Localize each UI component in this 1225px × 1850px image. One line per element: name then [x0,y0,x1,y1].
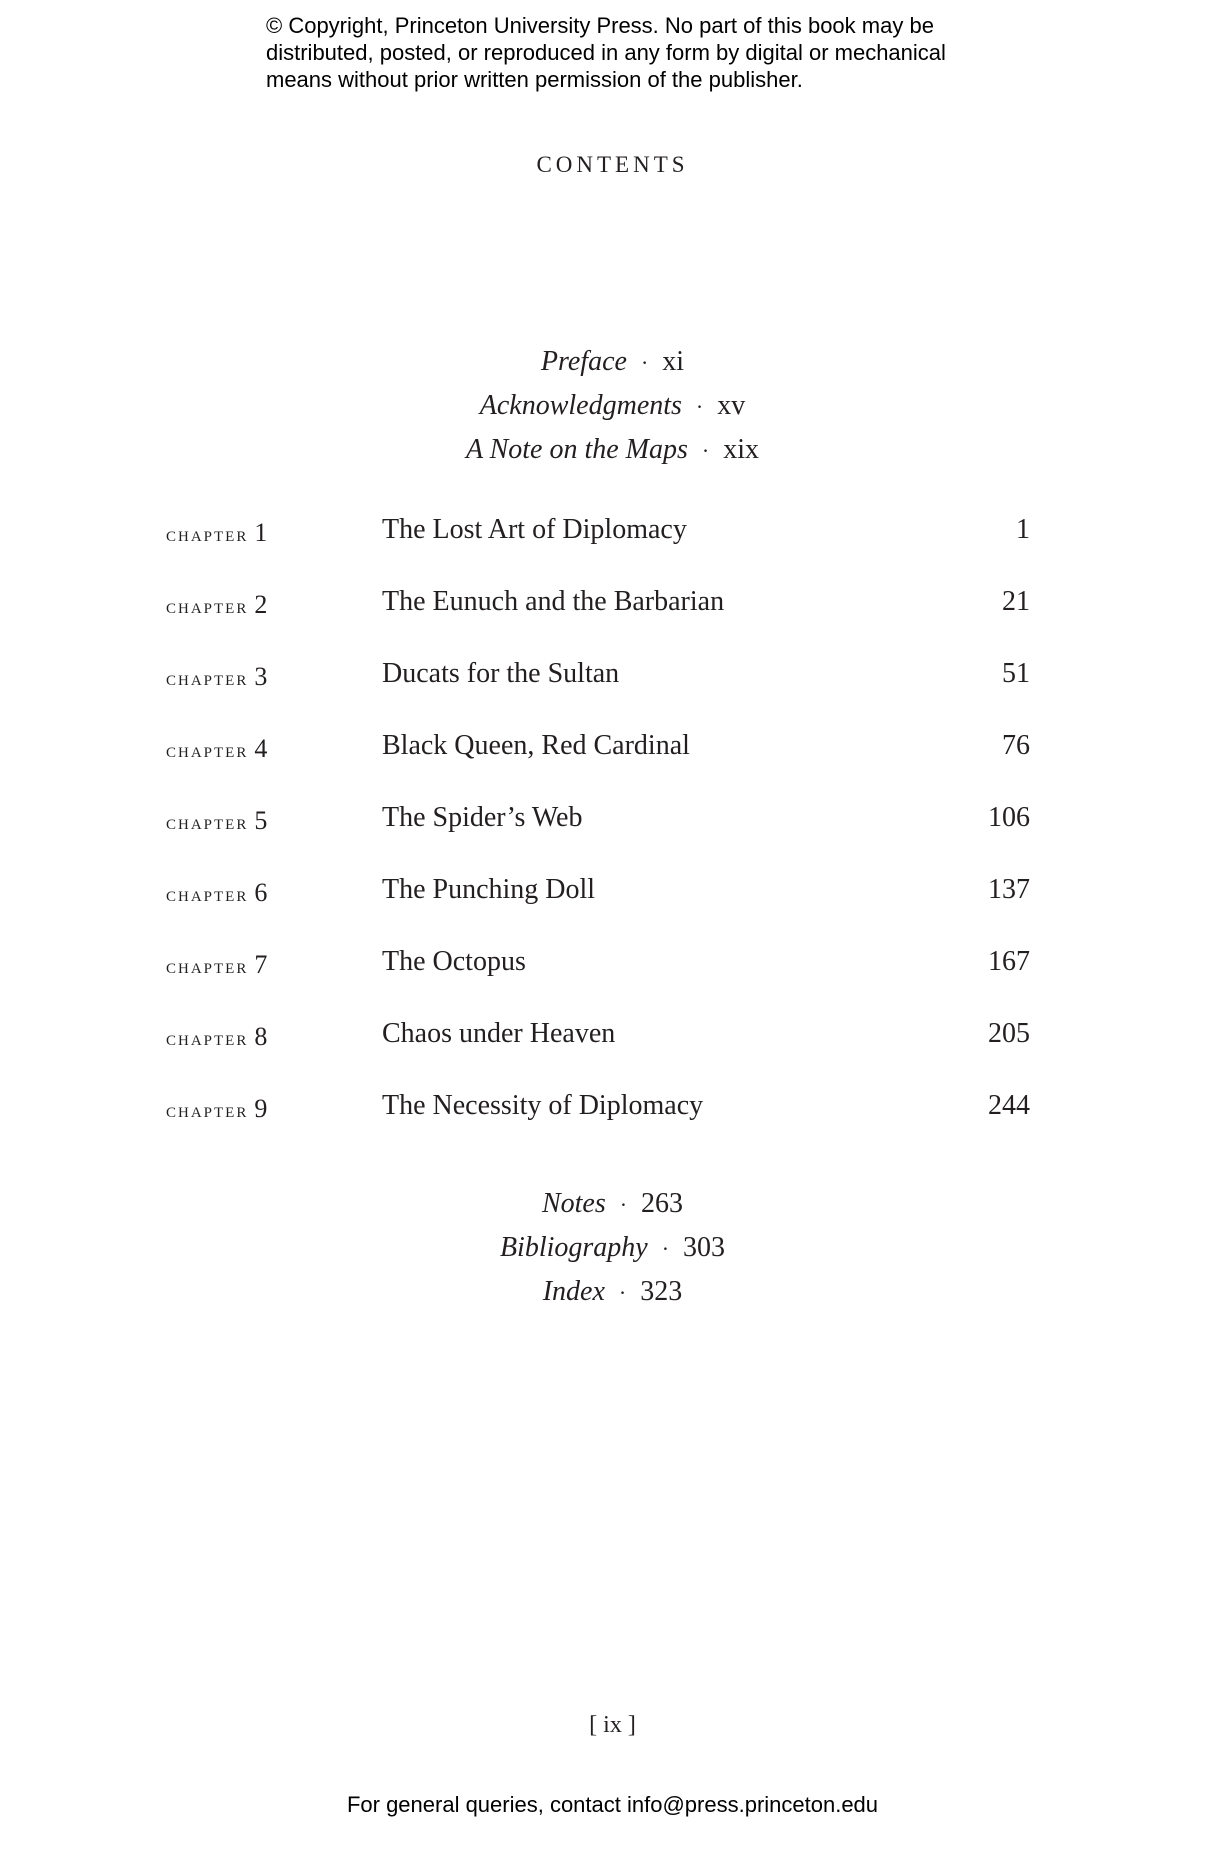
chapter-row [0,652,1225,724]
chapter-page: 167 [988,946,1030,977]
chapter-row [0,508,1225,580]
front-matter-title: A Note on the Maps [465,434,688,465]
chapter-number: 5 [254,806,270,835]
chapter-number: 2 [254,590,270,619]
chapter-title: The Punching Doll [382,874,596,905]
chapter-word: chapter [166,881,249,906]
front-matter-title: Preface [540,346,627,377]
chapter-list [0,508,1225,1156]
chapter-row [0,940,1225,1012]
chapter-label [166,950,269,980]
back-matter-page: 303 [683,1232,726,1263]
chapter-number: 6 [254,878,270,907]
back-matter-item [0,1182,1225,1226]
chapter-label [166,1022,269,1052]
chapter-page: 1 [1016,514,1030,545]
front-matter-item [0,384,1225,428]
chapter-title: The Eunuch and the Barbarian [382,586,725,617]
chapter-title: The Octopus [382,946,526,977]
chapter-label [166,518,269,548]
back-matter-title: Bibliography [499,1232,648,1263]
chapter-row [0,868,1225,940]
chapter-row [0,1084,1225,1156]
chapter-label [166,1094,269,1124]
chapter-page: 106 [988,802,1030,833]
separator-dot: · [619,1192,628,1217]
chapter-number: 8 [254,1022,270,1051]
chapter-number: 9 [254,1094,270,1123]
front-matter-item [0,428,1225,472]
chapter-page: 244 [988,1090,1030,1121]
chapter-label [166,590,269,620]
chapter-word: chapter [166,593,249,618]
chapter-word: chapter [166,521,249,546]
chapter-title: The Spider’s Web [382,802,583,833]
chapter-title: Ducats for the Sultan [382,658,620,689]
page-title: CONTENTS [536,152,689,177]
front-matter-page: xi [662,346,685,377]
front-matter-page: xv [717,390,746,421]
chapter-number: 7 [254,950,270,979]
front-matter-page: xix [723,434,760,465]
back-matter-item [0,1226,1225,1270]
chapter-label [166,806,269,836]
front-matter-list [0,340,1225,472]
page-folio: [ ix ] [589,1712,636,1738]
chapter-word: chapter [166,809,249,834]
front-matter-title: Acknowledgments [479,390,682,421]
chapter-page: 51 [1002,658,1030,689]
chapter-row [0,580,1225,652]
chapter-label [166,734,269,764]
chapter-label [166,662,269,692]
chapter-page: 76 [1002,730,1030,761]
chapter-word: chapter [166,737,249,762]
back-matter-list [0,1182,1225,1314]
separator-dot: · [701,438,710,463]
back-matter-title: Index [542,1276,605,1307]
separator-dot: · [661,1236,670,1261]
chapter-title: Chaos under Heaven [382,1018,616,1049]
chapter-title: The Lost Art of Diplomacy [382,514,687,545]
footer-contact: For general queries, contact info@press.princeton.edu [346,1792,879,1817]
back-matter-item [0,1270,1225,1314]
chapter-number: 4 [254,734,270,763]
chapter-title: Black Queen, Red Cardinal [382,730,690,761]
separator-dot: · [618,1280,627,1305]
chapter-number: 1 [254,518,270,547]
separator-dot: · [640,350,649,375]
chapter-number: 3 [254,662,270,691]
back-matter-page: 263 [641,1188,684,1219]
back-matter-page: 323 [640,1276,683,1307]
chapter-row [0,796,1225,868]
chapter-page: 137 [988,874,1030,905]
chapter-word: chapter [166,1025,249,1050]
chapter-word: chapter [166,665,249,690]
separator-dot: · [695,394,704,419]
chapter-page: 205 [988,1018,1030,1049]
chapter-row [0,724,1225,796]
chapter-label [166,878,269,908]
chapter-word: chapter [166,1097,249,1122]
back-matter-title: Notes [541,1188,606,1219]
chapter-row [0,1012,1225,1084]
copyright-notice: © Copyright, Princeton University Press. No part of this book may be distributed, posted, or reproduced in any form by digital or mechanical means without prior written permission of the publisher. [266,13,946,92]
front-matter-item [0,340,1225,384]
chapter-word: chapter [166,953,249,978]
chapter-title: The Necessity of Diplomacy [382,1090,704,1121]
chapter-page: 21 [1002,586,1030,617]
